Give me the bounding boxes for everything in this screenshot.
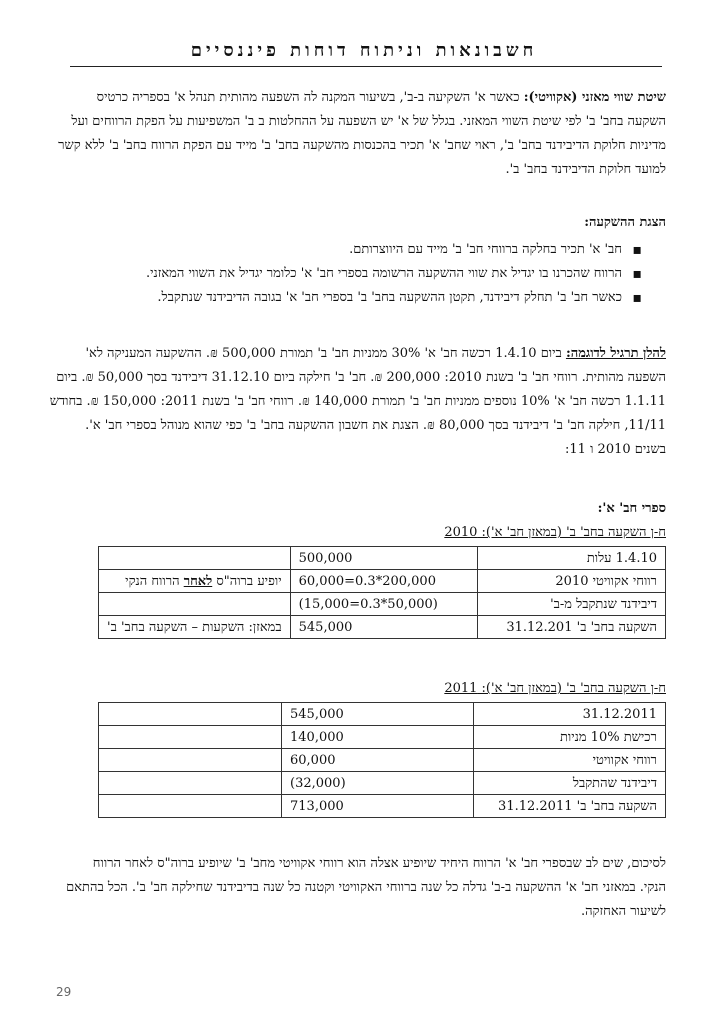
- table-row: [99, 772, 666, 795]
- row-note: [99, 547, 291, 570]
- intro-line-4: למועד חלוקת הדיבידנד בחב' ב'.: [505, 162, 666, 177]
- row-label: רכישת 10% מניות: [474, 726, 666, 749]
- example-paragraph: [26, 342, 666, 462]
- books-heading: ספרי חב' א':: [597, 501, 666, 516]
- ledger-2011-table: [98, 702, 666, 818]
- row-note: [99, 703, 282, 726]
- row-amount: 500,000: [290, 547, 477, 570]
- intro-line-1: [46, 86, 666, 110]
- row-note: [99, 570, 291, 593]
- row-label: 1.4.10 עלות: [477, 547, 666, 570]
- row-label: השקעה בחב' ב' 31.12.2011: [474, 795, 666, 818]
- table-row: [99, 570, 666, 593]
- note-text: הרווח הנקי: [125, 574, 184, 589]
- row-note: [99, 726, 282, 749]
- ledger-2010-table: [98, 546, 666, 639]
- summary-line-1: לסיכום, שים לב שבספרי חב' א' הרווח היחיד שיופיע אצלה הוא רווחי אקוויטי מחב' ב' שיופיע ברוה"ס לאחר הרווח: [92, 856, 666, 871]
- row-label: 31.12.2011: [474, 703, 666, 726]
- table-row: [99, 749, 666, 772]
- intro-paragraph: [46, 86, 666, 182]
- summary-line-3: לשיעור האחזקה.: [580, 904, 666, 919]
- example-line-5: בשנים 2010 ו 11:: [565, 442, 666, 457]
- row-note: [99, 772, 282, 795]
- presentation-bullets: [146, 238, 642, 310]
- ledger-2011-title: ח-ן השקעה בחב' ב' (במאזן חב' א'): 2011: [444, 681, 666, 696]
- row-note: [99, 795, 282, 818]
- intro-line-3: מדיניות חלוקת הדיבידנד בחב' ב', ראוי שחב' א' תכיר בהכנסות מהשקעה בחב' ב' מייד עם הפקת הרווח בחב' ב' ללא קשר: [58, 138, 666, 153]
- page-header: חשבונאות וניתוח דוחות פיננסיים: [190, 40, 538, 61]
- table-row: [99, 616, 666, 639]
- row-amount: 200,000*0.3=60,000: [290, 570, 477, 593]
- presentation-heading: הצגת ההשקעה:: [584, 215, 666, 230]
- table-row: [99, 795, 666, 818]
- row-amount: 545,000: [290, 616, 477, 639]
- example-line-2: השפעה מהותית. רווחי חב' ב' בשנת 2010: 200,000 ₪. חב' ב' חילקה ביום 31.12.10 דיבידנד בסך 50,000 ₪. ביום: [56, 370, 666, 385]
- row-note: [99, 593, 291, 616]
- intro-term: שיטת שווי מאזני (אקוויטי):: [523, 90, 666, 105]
- row-label: דיבידנד שנתקבל מ-ב': [477, 593, 666, 616]
- table-row: [99, 593, 666, 616]
- row-amount: 713,000: [282, 795, 474, 818]
- row-label: רווחי אקוויטי 2010: [477, 570, 666, 593]
- table-row: [99, 726, 666, 749]
- bullet-item: ▪ כאשר חב' ב' תחלק דיבידנד, תקטן ההשקעה בחב' ב' בספרי חב' א' בגובה הדיבידנד שנתקבל.: [146, 286, 642, 310]
- table-row: [99, 703, 666, 726]
- note-text: יופיע ברוה"ס: [212, 574, 282, 589]
- row-amount: 140,000: [282, 726, 474, 749]
- summary-paragraph: [56, 852, 666, 924]
- page-number: 29: [56, 985, 72, 999]
- example-line-4: 11/11, חילקה חב' ב' דיבידנד בסך 80,000 ₪. הצגת את חשבון ההשקעה בחב' ב' כפי שהוא מנוהל בספרי חב' א'.: [85, 418, 666, 433]
- row-amount: 60,000: [282, 749, 474, 772]
- table-row: [99, 547, 666, 570]
- row-label: דיבידנד שהתקבל: [474, 772, 666, 795]
- row-label: השקעה בחב' ב' 31.12.201: [477, 616, 666, 639]
- summary-line-2: הנקי. במאזני חב' א' ההשקעה ב-ב' גדלה כל שנה ברווחי האקוויטי וקטנה כל שנה בדיבידנד שחילקה חב' ב'. הכל בהתאם: [66, 880, 666, 895]
- example-line-1-text: ביום 1.4.10 רכשה חב' א' 30% ממניות חב' ב' תמורת 500,000 ₪. ההשקעה המעניקה לא': [85, 346, 562, 361]
- row-amount: 545,000: [282, 703, 474, 726]
- example-line-1: [26, 342, 666, 366]
- row-note: במאזן: השקעות – השקעה בחב' ב': [99, 616, 291, 639]
- intro-line-1-text: כאשר א' השקיעה ב-ב', בשיעור המקנה לה השפעה מהותית תנהל א' בספריה כרטיס: [96, 90, 520, 105]
- bullet-item: ▪ חב' א' תכיר בחלקה ברווחי חב' ב' מייד עם היווצרותם.: [146, 238, 642, 262]
- bullet-item: ▪ הרווח שהכרנו בו יגדיל את שווי ההשקעה הרשומה בספרי חב' א' כלומר יגדיל את השווי המאזני.: [146, 262, 642, 286]
- row-note: [99, 749, 282, 772]
- intro-line-2: השקעה בחב' ב' לפי שיטת השווי המאזני. בגלל של א' יש השפעה על ההחלטות ב ב' המשפיעות על הפקת הרווחים ועל: [71, 114, 666, 129]
- note-emphasis: לאחר: [183, 574, 213, 589]
- ledger-2010-title: ח-ן השקעה בחב' ב' (במאזן חב' א'): 2010: [444, 525, 666, 540]
- row-amount: (50,000*0.3=15,000): [290, 593, 477, 616]
- header-rule: [70, 66, 662, 67]
- row-amount: (32,000): [282, 772, 474, 795]
- row-label: רווחי אקוויטי: [474, 749, 666, 772]
- example-term: להלן תרגיל לדוגמה:: [565, 346, 666, 361]
- example-line-3: 1.1.11 רכשה חב' א' 10% נוספים ממניות חב' ב' תמורת 140,000 ₪. רווחי חב' ב' בשנת 2011: 150,000 ₪. בחודש: [49, 394, 666, 409]
